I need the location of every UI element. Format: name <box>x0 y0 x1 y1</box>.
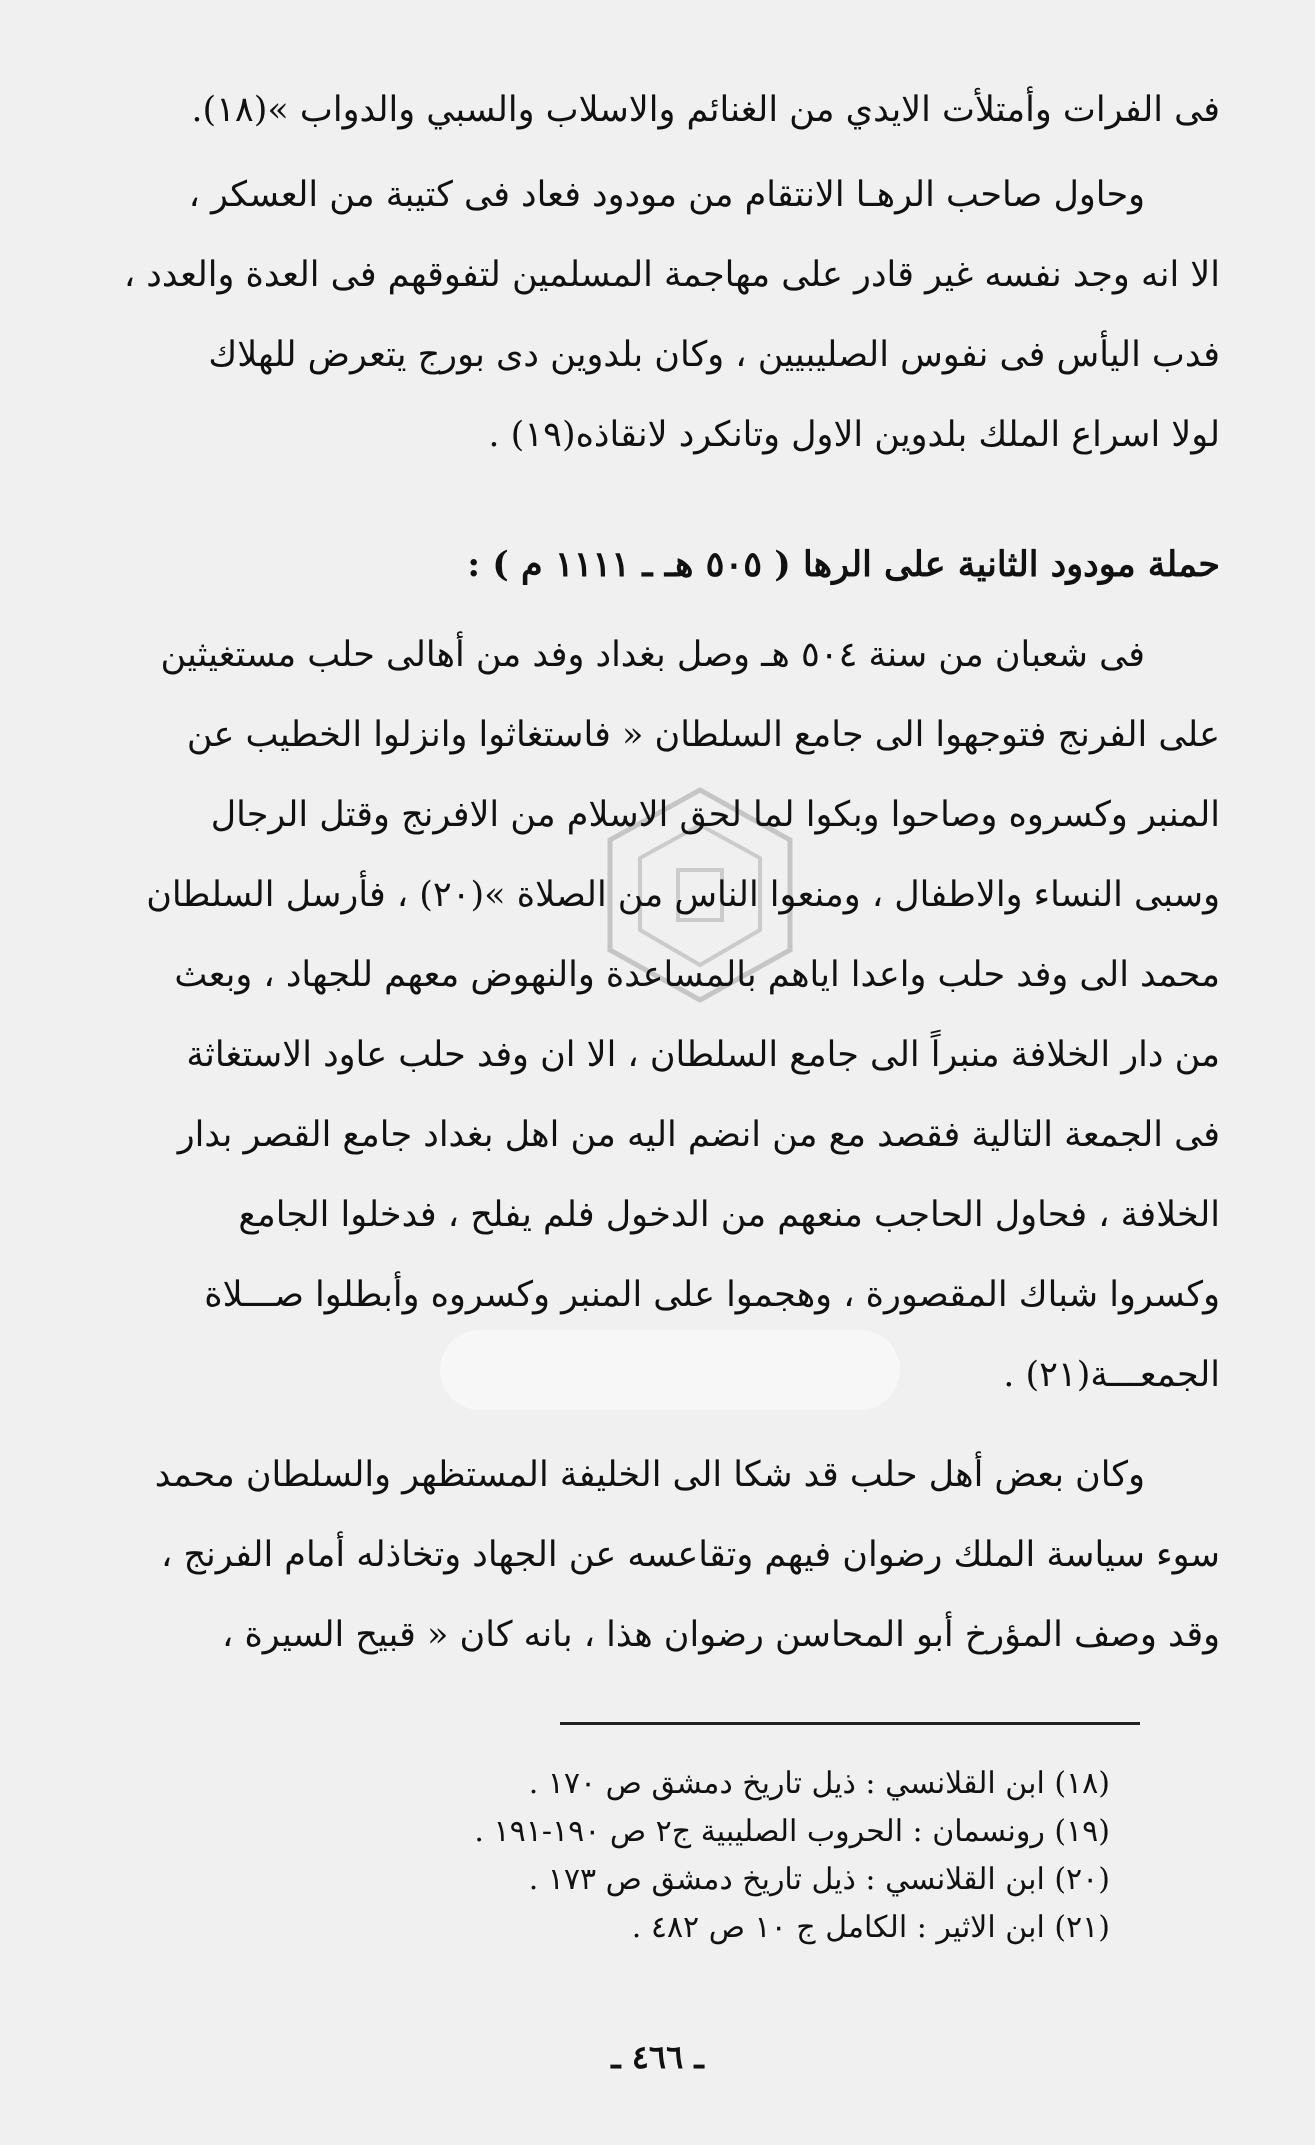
section-heading <box>105 525 1220 605</box>
text-line: وكسروا شباك المقصورة ، وهجموا على المنبر وكسروه وأبطلوا صـــلاة <box>204 1275 1220 1315</box>
paragraph-continuation <box>105 70 1220 150</box>
heading-text: حملة مودود الثانية على الرها ( ٥٠٥ هـ ـ ١١١١ م ) : <box>467 544 1220 585</box>
text-line: على الفرنج فتوجهوا الى جامع السلطان « فاستغاثوا وانزلوا الخطيب عن <box>186 715 1220 755</box>
text-line: فى الجمعة التالية فقصد مع من انضم اليه من اهل بغداد جامع القصر بدار <box>177 1115 1220 1155</box>
text-line: فى الفرات وأمتلأت الايدي من الغنائم والاسلاب والسبي والدواب »(١٨). <box>191 90 1220 130</box>
footnotes <box>300 1760 1110 1952</box>
text-line: وحاول صاحب الرهـا الانتقام من مودود فعاد فى كتيبة من العسكر ، <box>188 175 1145 215</box>
footnote-18: (١٨) ابن القلانسي : ذيل تاريخ دمشق ص ١٧٠ . <box>528 1766 1110 1801</box>
text-line: الجمعـــة(٢١) . <box>1003 1355 1220 1395</box>
text-line: محمد الى وفد حلب واعدا اياهم بالمساعدة والنهوض معهم للجهاد ، وبعث <box>174 955 1220 995</box>
footnote-21: (٢١) ابن الاثير : الكامل ج ١٠ ص ٤٨٢ . <box>631 1910 1110 1945</box>
paragraph-aleppo-delegation <box>105 615 1220 1415</box>
text-line: فدب اليأس فى نفوس الصليبيين ، وكان بلدوين دى بورج يتعرض للهلاك <box>208 335 1220 375</box>
text-line: المنبر وكسروه وصاحوا وبكوا لما لحق الاسلام من الافرنج وقتل الرجال <box>210 795 1220 835</box>
footnote-19: (١٩) رونسمان : الحروب الصليبية ج٢ ص ١٩٠-١٩١ . <box>474 1814 1110 1849</box>
text-line: لولا اسراع الملك بلدوين الاول وتانكرد لانقاذه(١٩) . <box>488 415 1220 455</box>
paragraph-ridwan <box>105 1435 1220 1675</box>
footnote-20: (٢٠) ابن القلانسي : ذيل تاريخ دمشق ص ١٧٣ . <box>528 1862 1110 1897</box>
footnote-divider <box>560 1722 1140 1725</box>
text-line: الخلافة ، فحاول الحاجب منعهم من الدخول فلم يفلح ، فدخلوا الجامع <box>238 1195 1220 1235</box>
text-line: وسبى النساء والاطفال ، ومنعوا الناس من الصلاة »(٢٠) ، فأرسل السلطان <box>146 875 1220 915</box>
text-line: سوء سياسة الملك رضوان فيهم وتقاعسه عن الجهاد وتخاذله أمام الفرنج ، <box>161 1535 1220 1575</box>
text-line: فى شعبان من سنة ٥٠٤ هـ وصل بغداد وفد من أهالى حلب مستغيثين <box>160 635 1145 675</box>
text-line: وكان بعض أهل حلب قد شكا الى الخليفة المستظهر والسلطان محمد <box>154 1455 1145 1495</box>
text-line: الا انه وجد نفسه غير قادر على مهاجمة المسلمين لتفوقهم فى العدة والعدد ، <box>123 255 1220 295</box>
text-line: وقد وصف المؤرخ أبو المحاسن رضوان هذا ، بانه كان « قبيح السيرة ، <box>222 1615 1220 1655</box>
text-line: من دار الخلافة منبراً الى جامع السلطان ، الا ان وفد حلب عاود الاستغاثة <box>186 1035 1220 1075</box>
page-number: ـ ٤٦٦ ـ <box>611 2038 704 2076</box>
paragraph-edessa-attempt <box>105 155 1220 475</box>
